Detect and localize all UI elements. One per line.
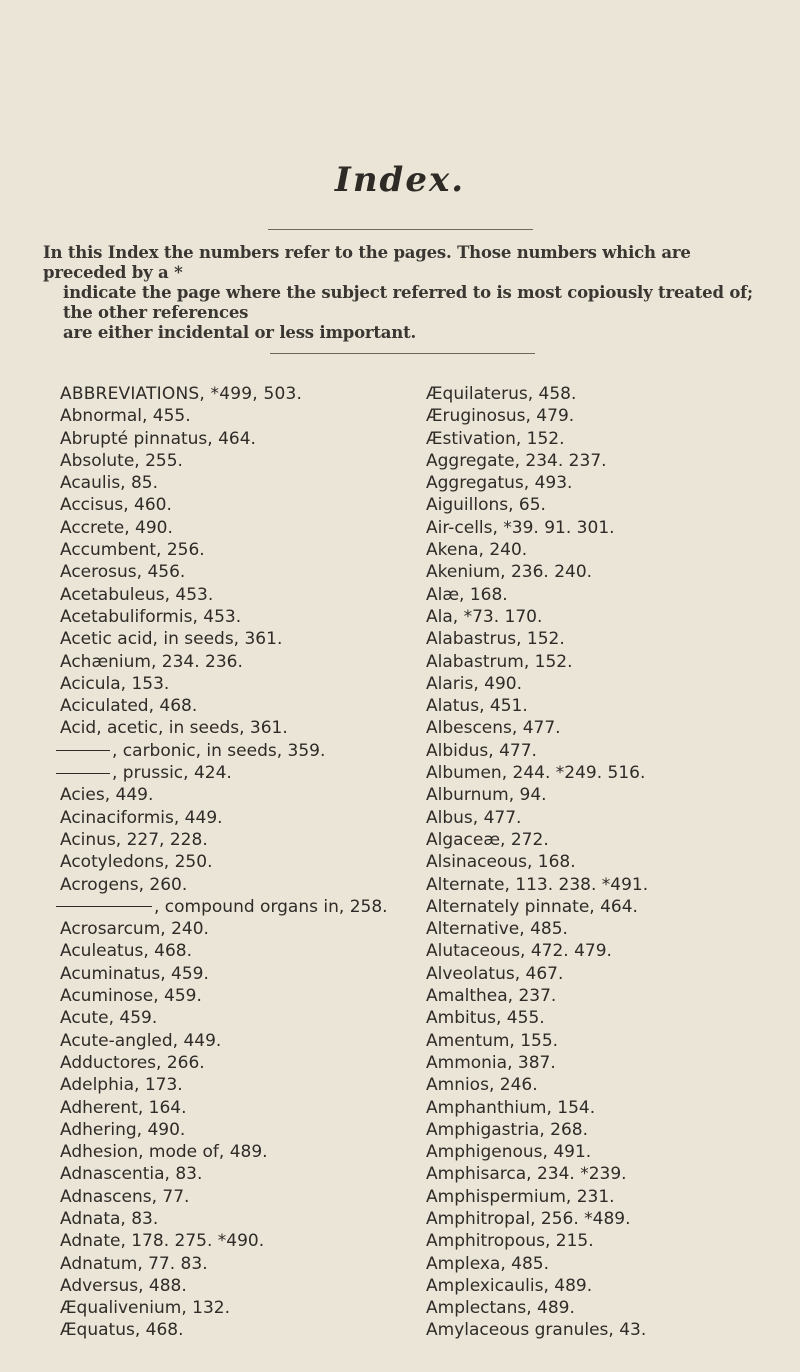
index-entry: Albidus, 477. [426, 740, 537, 761]
index-entry: Alatus, 451. [426, 696, 528, 717]
index-entry: Acotyledons, 250. [60, 852, 213, 873]
index-entry: Alternately pinnate, 464. [426, 896, 638, 917]
index-subentry [56, 762, 430, 784]
index-entry: Æquilaterus, 458. [426, 384, 577, 404]
index-entry: Albescens, 477. [426, 718, 561, 739]
index-entry: Æruginosus, 479. [426, 406, 575, 427]
index-entry: Aciculated, 468. [60, 696, 198, 717]
index-entry: Accumbent, 256. [60, 540, 205, 561]
index-entry: Adhering, 490. [60, 1119, 186, 1140]
index-entry: Amphigastria, 268. [426, 1119, 588, 1140]
index-entry: Accrete, 490. [60, 517, 173, 538]
index-entry: Akenium, 236. 240. [426, 562, 593, 583]
subentry-text: , carbonic, in seeds, 359. [112, 740, 326, 761]
index-entry: Air-cells, *39. 91. 301. [426, 517, 615, 538]
index-entry: Acuminose, 459. [60, 986, 202, 1007]
ditto-dash [56, 906, 152, 907]
index-entry: Acicula, 153. [60, 673, 170, 694]
intro-line-3: are either incidental or less important. [63, 323, 417, 342]
index-entry: Amnios, 246. [426, 1075, 538, 1096]
index-entry: Absolute, 255. [60, 450, 183, 471]
index-entry: Adductores, 266. [60, 1052, 205, 1073]
index-entry: Acute, 459. [60, 1008, 158, 1029]
subentry-text: , prussic, 424. [112, 763, 232, 784]
index-entry: ABBREVIATIONS, *499, 503. [60, 384, 303, 404]
index-entry: Amalthea, 237. [426, 986, 557, 1007]
index-subentry [56, 896, 430, 918]
index-entry: Algaceæ, 272. [426, 829, 549, 850]
index-entry: Adelphia, 173. [60, 1075, 183, 1096]
index-subentry [56, 740, 430, 762]
index-entry: Amphisarca, 234. *239. [426, 1164, 627, 1185]
index-entry: Adnate, 178. 275. *490. [60, 1231, 265, 1252]
index-entry: Alæ, 168. [426, 584, 508, 605]
index-entry: Amphitropal, 256. *489. [426, 1208, 631, 1229]
index-entry: Adnatum, 77. 83. [60, 1253, 208, 1274]
index-entry: Aiguillons, 65. [426, 495, 546, 516]
intro-line-2: indicate the page where the subject referred to is most copiously treated of; the other references [63, 283, 753, 322]
ditto-dash [56, 773, 110, 774]
index-entry: Acinaciformis, 449. [60, 807, 223, 828]
index-entry: Abnormal, 455. [60, 406, 191, 427]
index-entry: Adversus, 488. [60, 1275, 187, 1296]
intro-line-1: In this Index the numbers refer to the pages. Those numbers which are preceded by a * [43, 243, 691, 282]
index-entry: Albus, 477. [426, 807, 522, 828]
index-entry: Alutaceous, 472. 479. [426, 941, 612, 962]
index-entry: Amplexicaulis, 489. [426, 1275, 593, 1296]
index-entry: Amphispermium, 231. [426, 1186, 615, 1207]
index-entry: Alaris, 490. [426, 673, 522, 694]
index-entry: Acuminatus, 459. [60, 963, 209, 984]
index-entry: Akena, 240. [426, 540, 528, 561]
index-column-right [426, 383, 796, 1342]
index-entry: Æstivation, 152. [426, 428, 565, 449]
bottom-divider [270, 353, 535, 354]
index-entry: Albumen, 244. *249. 516. [426, 763, 646, 784]
index-entry: Æquatus, 468. [60, 1320, 184, 1341]
subentry-text: , compound organs in, 258. [154, 896, 388, 917]
page-title: Index. [334, 160, 466, 200]
index-entry: Adherent, 164. [60, 1097, 187, 1118]
index-entry: Alternative, 485. [426, 919, 568, 940]
ditto-dash [56, 750, 110, 751]
index-entry: Ambitus, 455. [426, 1008, 545, 1029]
index-entry: Acrogens, 260. [60, 874, 188, 895]
index-entry: Acrosarcum, 240. [60, 919, 209, 940]
index-entry: Aggregatus, 493. [426, 473, 573, 494]
index-entry: Ala, *73. 170. [426, 606, 543, 627]
index-entry: Aculeatus, 468. [60, 941, 193, 962]
index-entry: Acute-angled, 449. [60, 1030, 222, 1051]
index-entry: Alburnum, 94. [426, 785, 547, 806]
index-entry: Alveolatus, 467. [426, 963, 564, 984]
index-entry: Achænium, 234. 236. [60, 651, 243, 672]
index-entry: Alabastrum, 152. [426, 651, 573, 672]
index-entry: Abrupté pinnatus, 464. [60, 428, 256, 449]
index-entry: Accisus, 460. [60, 495, 172, 516]
index-entry: Amylaceous granules, 43. [426, 1320, 647, 1341]
index-entry: Adnascentia, 83. [60, 1164, 203, 1185]
index-entry: Ammonia, 387. [426, 1052, 556, 1073]
index-entry: Acerosus, 456. [60, 562, 186, 583]
index-entry: Alabastrus, 152. [426, 629, 565, 650]
index-entry: Amplectans, 489. [426, 1298, 575, 1319]
top-divider [268, 229, 533, 230]
index-entry: Amphitropous, 215. [426, 1231, 594, 1252]
index-entry: Acetic acid, in seeds, 361. [60, 629, 283, 650]
index-introduction [43, 243, 773, 343]
index-entry: Alternate, 113. 238. *491. [426, 874, 649, 895]
index-entry: Aggregate, 234. 237. [426, 450, 607, 471]
index-entry: Acetabuliformis, 453. [60, 606, 242, 627]
index-entry: Adhesion, mode of, 489. [60, 1142, 268, 1163]
index-column-left [60, 383, 430, 1342]
index-entry: Acid, acetic, in seeds, 361. [60, 718, 288, 739]
index-entry: Amentum, 155. [426, 1030, 559, 1051]
index-entry: Adnascens, 77. [60, 1186, 190, 1207]
index-entry: Alsinaceous, 168. [426, 852, 576, 873]
index-entry: Amphanthium, 154. [426, 1097, 596, 1118]
index-entry: Amphigenous, 491. [426, 1142, 592, 1163]
index-entry: Æqualivenium, 132. [60, 1298, 230, 1319]
index-entry: Acetabuleus, 453. [60, 584, 214, 605]
index-entry: Acinus, 227, 228. [60, 829, 208, 850]
index-entry: Acaulis, 85. [60, 473, 159, 494]
index-entry: Amplexa, 485. [426, 1253, 550, 1274]
index-entry: Adnata, 83. [60, 1208, 159, 1229]
index-entry: Acies, 449. [60, 785, 154, 806]
